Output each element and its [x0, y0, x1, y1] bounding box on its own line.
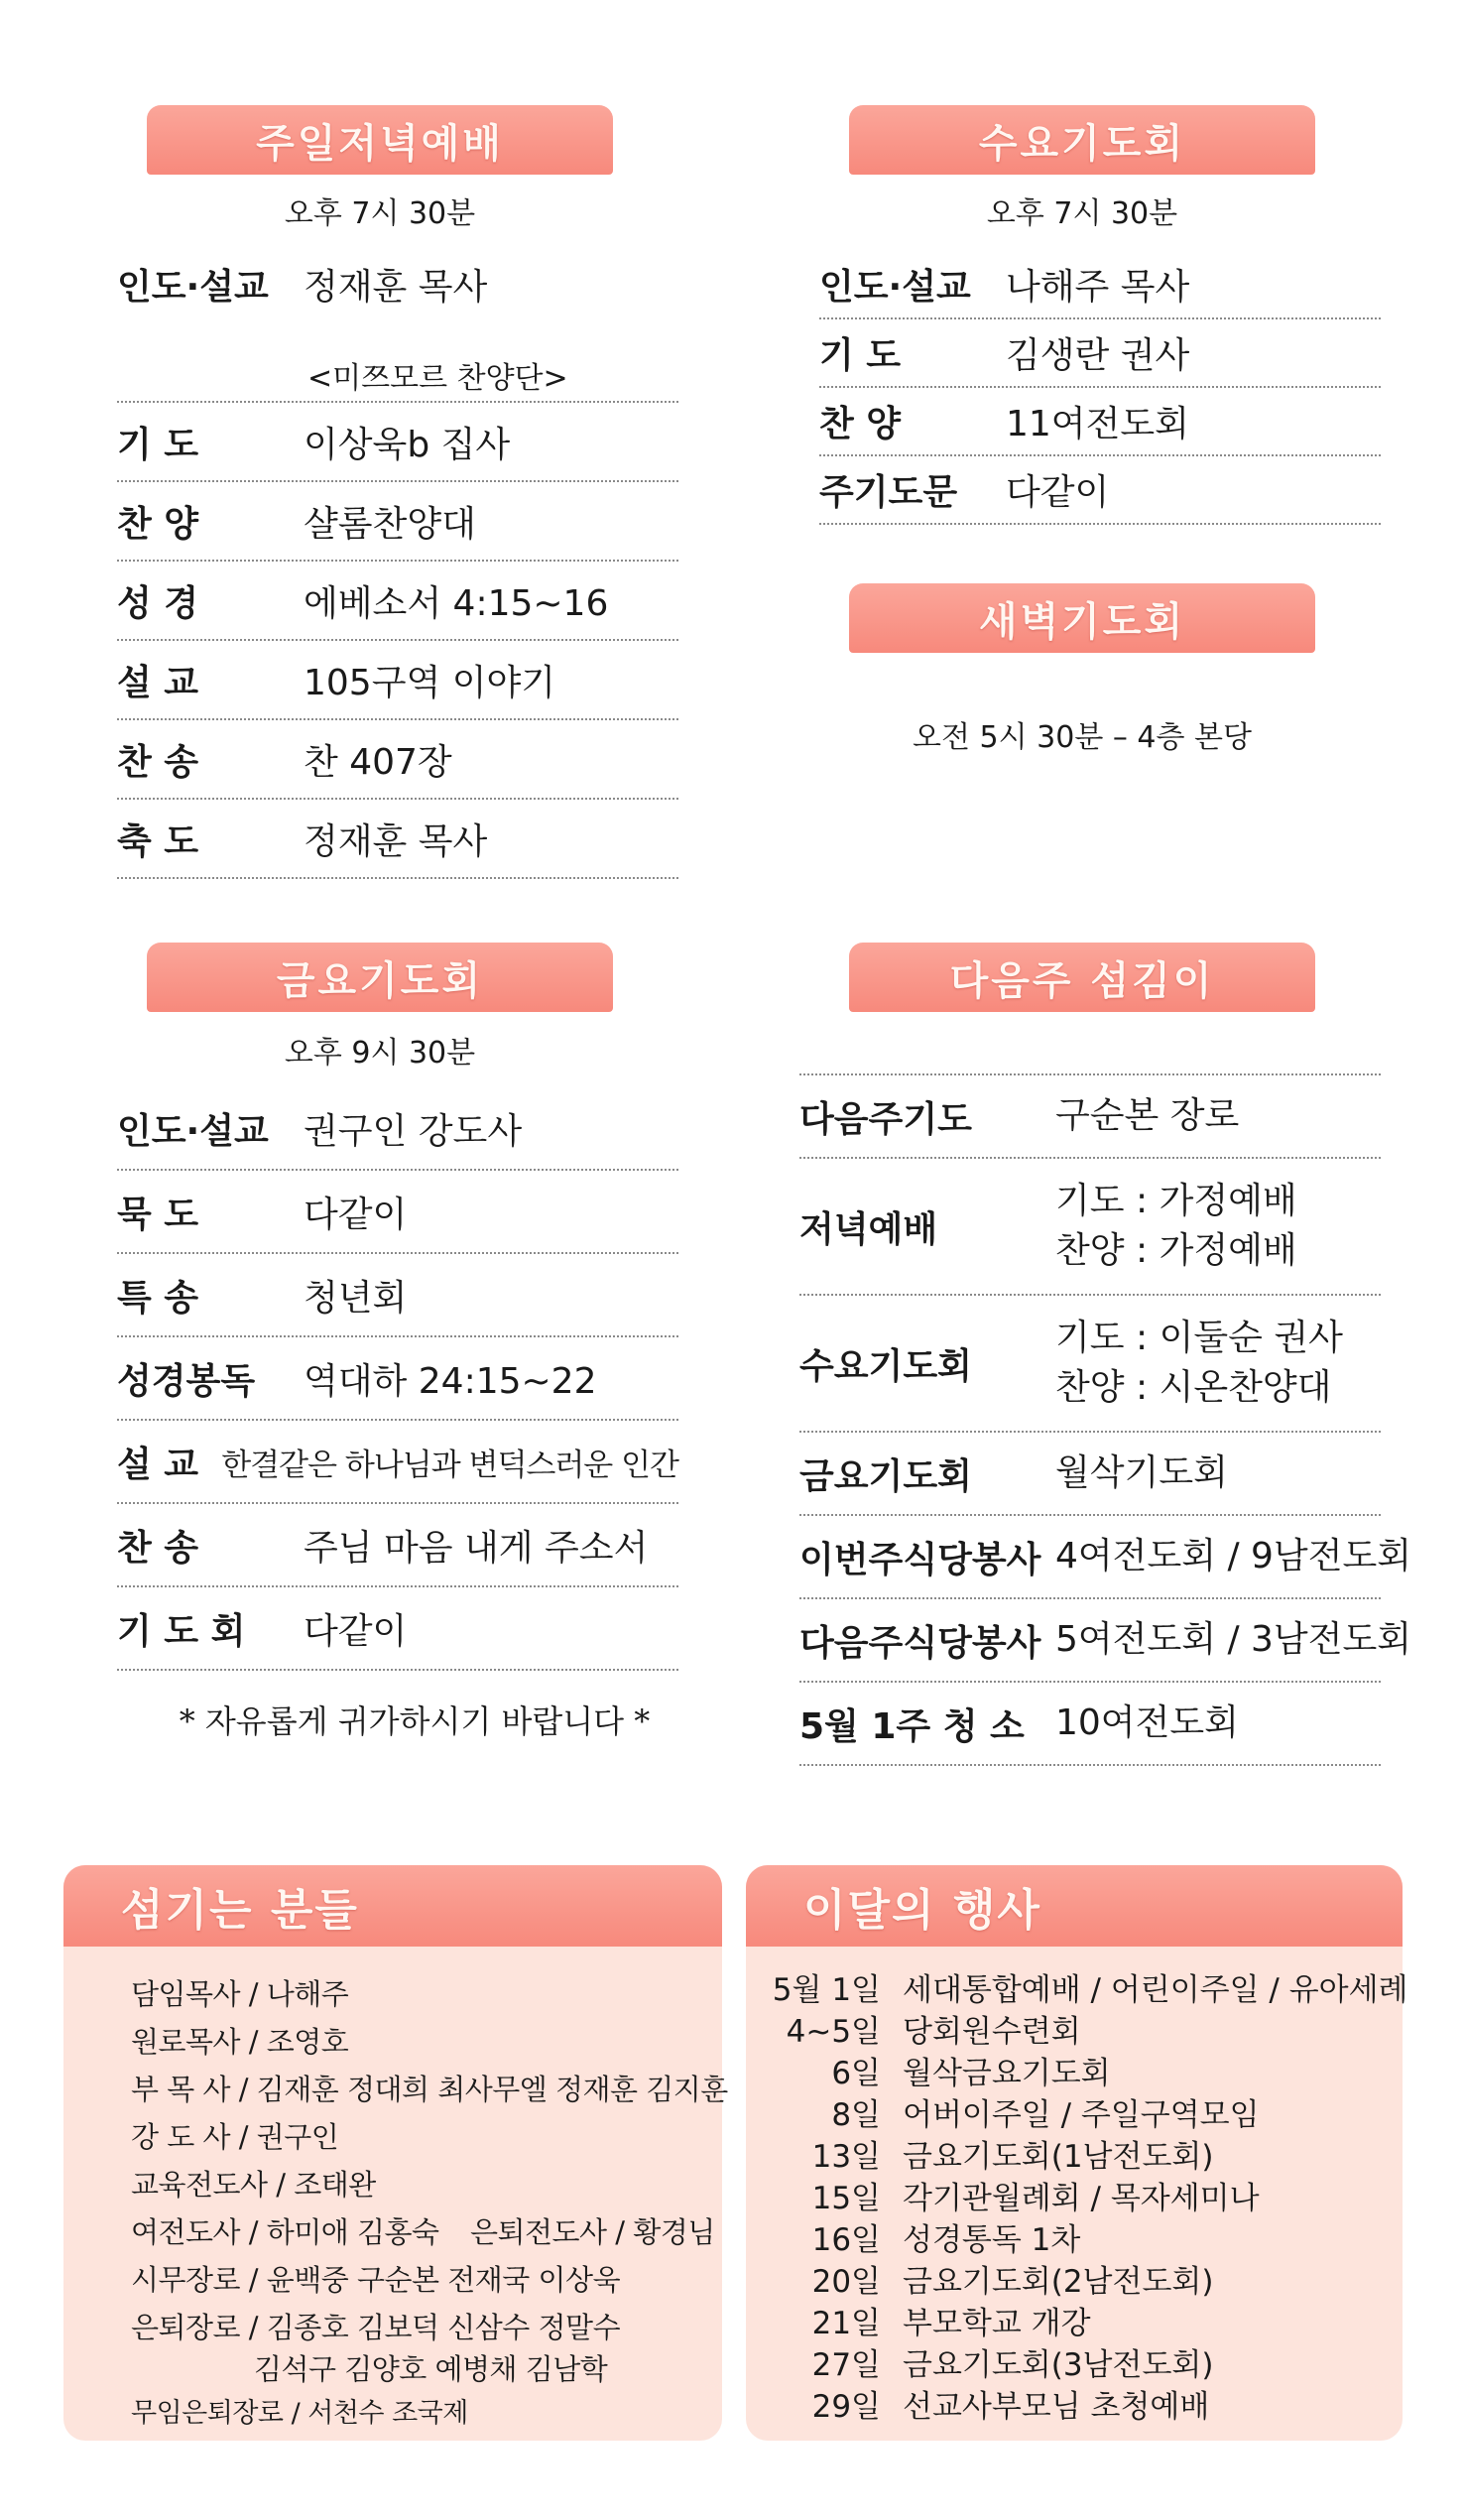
row-label: 금요기도회 [799, 1455, 972, 1497]
staff-line: 강 도 사 / 권구인 [131, 2120, 339, 2154]
dawn-time: 오전 5시 30분 – 4층 본당 [913, 720, 1252, 755]
event-date: 29일 [811, 2389, 881, 2425]
row-value: 기도 : 가정예배 [1055, 1181, 1297, 1221]
event-item [766, 2131, 1213, 2176]
row-label: 묵 도 [117, 1194, 199, 1235]
row-label: 기 도 [819, 334, 902, 376]
program-row [799, 1075, 1381, 1159]
row-label: 주기도문 [819, 471, 958, 513]
event-date: 6일 [831, 2056, 881, 2091]
row-value: 한결같은 하나님과 변덕스러운 인간 [221, 1447, 678, 1483]
event-date: 21일 [811, 2306, 881, 2341]
staff-title: 섬기는 분들 [63, 1865, 722, 1947]
row-label: 다음주기도 [799, 1098, 972, 1140]
row-value-group [1055, 1177, 1297, 1276]
events-title: 이달의 행사 [746, 1865, 1403, 1947]
event-item [766, 2298, 1091, 2342]
event-item [766, 2381, 1209, 2426]
event-item [766, 2006, 1081, 2051]
row-value-group [1055, 1532, 1411, 1581]
row-value: 월삭기도회 [1055, 1452, 1228, 1493]
event-text: 각기관월례회 / 목자세미나 [903, 2181, 1260, 2216]
sunday-leader-row [117, 254, 678, 314]
row-value: 나해주 목사 [1006, 266, 1190, 308]
program-row [117, 1421, 678, 1504]
event-item [766, 2089, 1260, 2134]
row-value-group [1055, 1615, 1411, 1665]
program-row [819, 318, 1381, 388]
row-value: 이상욱b 집사 [304, 424, 511, 465]
row-value-group [1055, 1314, 1343, 1413]
row-value: 5여전도회 / 3남전도회 [1055, 1619, 1412, 1660]
row-label: 축 도 [117, 820, 199, 862]
row-label: 기 도 [117, 424, 199, 465]
event-item [766, 2173, 1260, 2217]
staff-line: 무임은퇴장로 / 서천수 조국제 [131, 2398, 468, 2429]
event-text: 금요기도회(2남전도회) [903, 2264, 1214, 2300]
event-date: 15일 [811, 2181, 881, 2216]
friday-note: * 자유롭게 귀가하시기 바랍니다 * [179, 1702, 651, 1740]
row-label: 찬 송 [117, 1527, 199, 1569]
row-value: 역대하 24:15~22 [304, 1360, 597, 1402]
event-text: 선교사부모님 초청예배 [903, 2389, 1210, 2425]
row-value: 에베소서 4:15~16 [304, 582, 609, 624]
row-value: 찬 407장 [304, 741, 452, 783]
program-row [117, 1504, 678, 1587]
event-item [766, 2339, 1213, 2384]
event-date: 4~5일 [786, 2014, 881, 2050]
staff-line: 은퇴전도사 / 황경님 [470, 2215, 715, 2249]
staff-line: 김석구 김양호 예병채 김남학 [254, 2352, 608, 2386]
event-date: 27일 [811, 2347, 881, 2383]
friday-banner: 금요기도회 [147, 943, 613, 1012]
row-label: 5월 1주 청 소 [799, 1705, 1025, 1747]
program-row [819, 455, 1381, 525]
event-date: 8일 [831, 2097, 881, 2133]
program-row [117, 641, 678, 720]
program-row [799, 1159, 1381, 1296]
wednesday-banner: 수요기도회 [849, 105, 1315, 175]
row-value: 주님 마음 내게 주소서 [304, 1527, 649, 1569]
friday-time: 오후 9시 30분 [284, 1036, 476, 1071]
row-value: 정재훈 목사 [304, 820, 488, 862]
program-row [819, 387, 1381, 456]
program-row [117, 1587, 678, 1671]
row-value-group [1055, 1699, 1239, 1748]
program-row [117, 800, 678, 879]
row-label: 다음주식당봉사 [799, 1622, 1041, 1664]
program-row [117, 1254, 678, 1337]
row-label: 설 교 [117, 662, 199, 703]
row-value: 김생란 권사 [1006, 334, 1190, 376]
program-row [117, 1171, 678, 1254]
event-text: 성경통독 1차 [903, 2222, 1081, 2258]
row-value: 기도 : 이둘순 권사 [1055, 1318, 1343, 1358]
program-row [117, 482, 678, 562]
next-week-banner: 다음주 섬김이 [849, 943, 1315, 1012]
row-label: 이번주식당봉사 [799, 1539, 1041, 1580]
program-row [799, 1683, 1381, 1766]
row-value: 105구역 이야기 [304, 662, 556, 703]
row-label: 인도·설교 [117, 1110, 269, 1152]
row-label: 인도·설교 [117, 266, 269, 308]
row-value-group [1055, 1091, 1239, 1141]
event-item [766, 2048, 1111, 2092]
row-label: 성 경 [117, 582, 199, 624]
event-item [766, 2256, 1213, 2301]
row-label: 설 교 [117, 1444, 199, 1485]
row-label: 찬 송 [117, 741, 199, 783]
dawn-banner: 새벽기도회 [849, 583, 1315, 653]
row-value: 권구인 강도사 [304, 1110, 523, 1152]
row-value: 구순본 장로 [1055, 1095, 1240, 1136]
event-text: 세대통합예배 / 어린이주일 / 유아세례 [903, 1972, 1408, 2008]
event-date: 20일 [811, 2264, 881, 2300]
row-value: 정재훈 목사 [304, 266, 488, 308]
event-text: 어버이주일 / 주일구역모임 [903, 2097, 1260, 2133]
row-label: 특 송 [117, 1277, 199, 1319]
staff-line: 원로목사 / 조영호 [131, 2025, 349, 2059]
program-row [819, 250, 1381, 319]
row-label: 기 도 회 [117, 1610, 246, 1652]
row-value: 샬롬찬양대 [304, 503, 476, 545]
program-row [799, 1296, 1381, 1433]
program-row [117, 1337, 678, 1421]
staff-line: 부 목 사 / 김재훈 정대희 최사무엘 정재훈 김지훈 [131, 2073, 728, 2106]
event-date: 16일 [811, 2222, 881, 2258]
event-text: 당회원수련회 [903, 2014, 1081, 2050]
row-value: 11여전도회 [1006, 403, 1189, 444]
program-row [117, 720, 678, 800]
staff-line: 은퇴장로 / 김종호 김보덕 신삼수 정말수 [131, 2311, 621, 2344]
event-text: 금요기도회(3남전도회) [903, 2347, 1214, 2383]
row-value: 다같이 [304, 1194, 408, 1235]
event-date: 5월 1일 [772, 1972, 881, 2008]
row-label: 저녁예배 [799, 1208, 938, 1250]
row-label: 찬 양 [819, 403, 902, 444]
staff-line: 교육전도사 / 조태완 [131, 2168, 376, 2202]
row-value: 다같이 [1006, 471, 1110, 513]
staff-box [63, 1865, 728, 2441]
events-box [746, 1865, 1408, 2441]
row-label: 성경봉독 [117, 1360, 256, 1402]
row-label: 수요기도회 [799, 1345, 972, 1387]
sunday-evening-time: 오후 7시 30분 [284, 196, 476, 231]
event-text: 월삭금요기도회 [903, 2056, 1111, 2091]
event-text: 부모학교 개강 [903, 2306, 1091, 2341]
event-item [766, 2214, 1080, 2259]
event-date: 13일 [811, 2139, 881, 2175]
staff-line: 시무장로 / 윤백중 구순본 전재국 이상욱 [131, 2263, 621, 2297]
row-value: 4여전도회 / 9남전도회 [1055, 1536, 1412, 1576]
row-value: 다같이 [304, 1610, 408, 1652]
program-row [117, 562, 678, 641]
program-row [799, 1516, 1412, 1599]
row-value: 청년회 [304, 1277, 408, 1319]
staff-line: 담임목사 / 나해주 [131, 1977, 349, 2011]
row-label: 찬 양 [117, 503, 199, 545]
row-value: 찬양 : 시온찬양대 [1055, 1367, 1332, 1408]
choir-note: <미쯔모르 찬양단> [307, 361, 568, 396]
row-value: 10여전도회 [1055, 1702, 1239, 1743]
program-row [117, 1087, 678, 1171]
event-text: 금요기도회(1남전도회) [903, 2139, 1214, 2175]
row-label: 인도·설교 [819, 266, 971, 308]
row-value-group [1055, 1449, 1228, 1498]
staff-line: 여전도사 / 하미애 김홍숙 [131, 2215, 439, 2249]
program-row [799, 1599, 1412, 1683]
wednesday-time: 오후 7시 30분 [986, 196, 1178, 231]
sunday-evening-banner: 주일저녁예배 [147, 105, 613, 175]
program-row [799, 1433, 1381, 1516]
program-row [117, 403, 678, 482]
row-value: 찬양 : 가정예배 [1055, 1230, 1297, 1271]
event-item [766, 1964, 1408, 2009]
